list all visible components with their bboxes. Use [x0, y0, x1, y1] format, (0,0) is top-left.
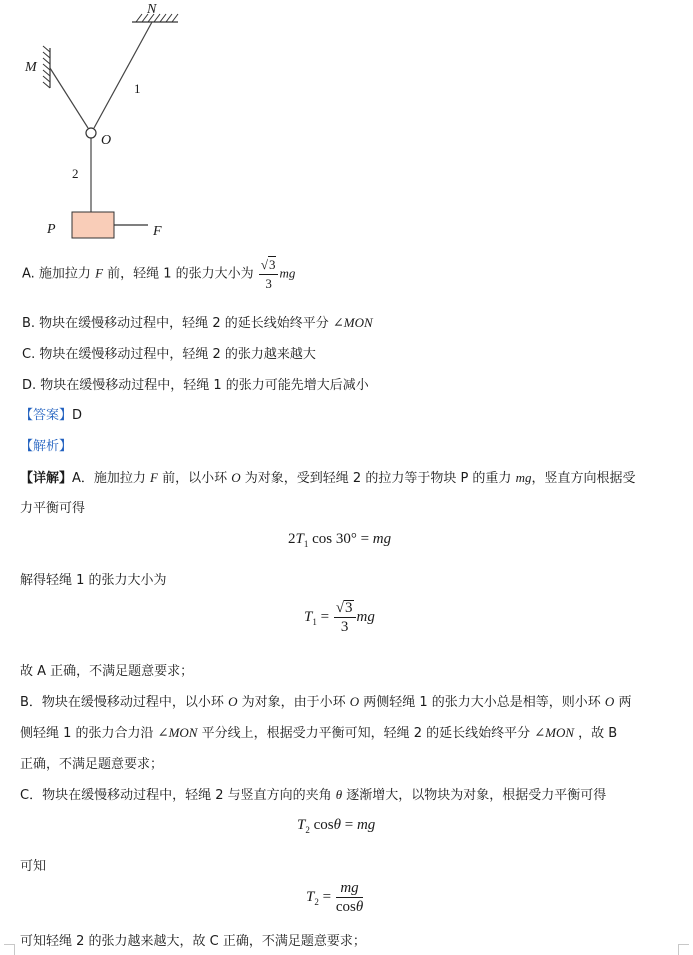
equation-2-fraction: $\frac{√3}{3}$	[334, 600, 356, 635]
rope-1-left	[50, 68, 88, 128]
c-conclusion: 可知轻绳 2 的张力越来越大，故 C 正确，不满足题意要求；	[20, 934, 366, 949]
option-b: B. 物块在缓慢移动过程中，轻绳 2 的延长线始终平分 ∠MON	[22, 315, 373, 331]
detail-c-line-1: C．物块在缓慢移动过程中，轻绳 2 与竖直方向的夹角 θ 逐渐增大，以物块为对象，根据受力平衡可得	[20, 787, 607, 803]
physics-figure	[20, 0, 210, 245]
a-conclusion: 故 A 正确，不满足题意要求；	[20, 664, 194, 679]
detail-b-line-1: B．物块在缓慢移动过程中，以小环 O 为对象，由于小环 O 两侧轻绳 1 的张力大小总是相等，则小环 O 两	[20, 694, 632, 710]
answer-value: D	[72, 408, 83, 423]
option-c: C. 物块在缓慢移动过程中，轻绳 2 的张力越来越大	[22, 347, 316, 362]
answer-label: 【答案】	[20, 408, 73, 423]
equation-4: $T_2$ = $\frac{mg}{\cos\theta}$	[306, 880, 364, 915]
equation-1: $2T_1$ cos 30° = mg	[288, 531, 392, 549]
label-p: P	[47, 222, 56, 237]
corner-mark-right	[678, 944, 689, 955]
wall-m-hatch	[43, 46, 50, 88]
corner-mark-left	[4, 944, 15, 955]
label-m: M	[25, 60, 37, 75]
ceiling-n-hatch	[136, 14, 178, 22]
option-a-fraction: $\frac{√3}{3}$	[259, 256, 279, 292]
solve-line: 解得轻绳 1 的张力大小为	[20, 573, 167, 588]
answer-line	[20, 404, 82, 423]
equation-4-fraction: $\frac{mg}{\cos\theta}$	[335, 880, 364, 915]
label-rope-1: 1	[134, 81, 141, 96]
label-n: N	[147, 2, 157, 17]
ring-o	[86, 128, 96, 138]
label-rope-2: 2	[72, 166, 79, 181]
detail-b-line-2: 侧轻绳 1 的张力合力沿 ∠MON 平分线上，根据受力平衡可知，轻绳 2 的延长线始终平分 ∠MON ，故 B	[20, 725, 618, 741]
block-p	[72, 212, 114, 238]
analysis-label: 【解析】	[20, 439, 73, 454]
detail-para-1-line-1: 【详解】A．施加拉力 F 前，以小环 O 为对象，受到轻绳 2 的拉力等于物块 P 的重力 mg，竖直方向根据受	[20, 470, 636, 486]
option-d: D. 物块在缓慢移动过程中，轻绳 1 的张力可能先增大后减小	[22, 378, 369, 393]
equation-3: $T_2$ cosθ = mg	[297, 817, 376, 835]
detail-para-1-line-2: 力平衡可得	[20, 501, 86, 516]
detail-b-line-3: 正确，不满足题意要求；	[20, 757, 164, 772]
option-a: A. 施加拉力 F 前，轻绳 1 的张力大小为 $\frac{√3}{3}$ mg	[22, 257, 296, 291]
label-o: O	[101, 133, 112, 148]
equation-2: $T_1$ = $\frac{√3}{3}$ mg	[304, 600, 375, 635]
label-f: F	[153, 224, 162, 239]
rope-1-right	[94, 22, 152, 128]
know-line: 可知	[20, 859, 47, 874]
